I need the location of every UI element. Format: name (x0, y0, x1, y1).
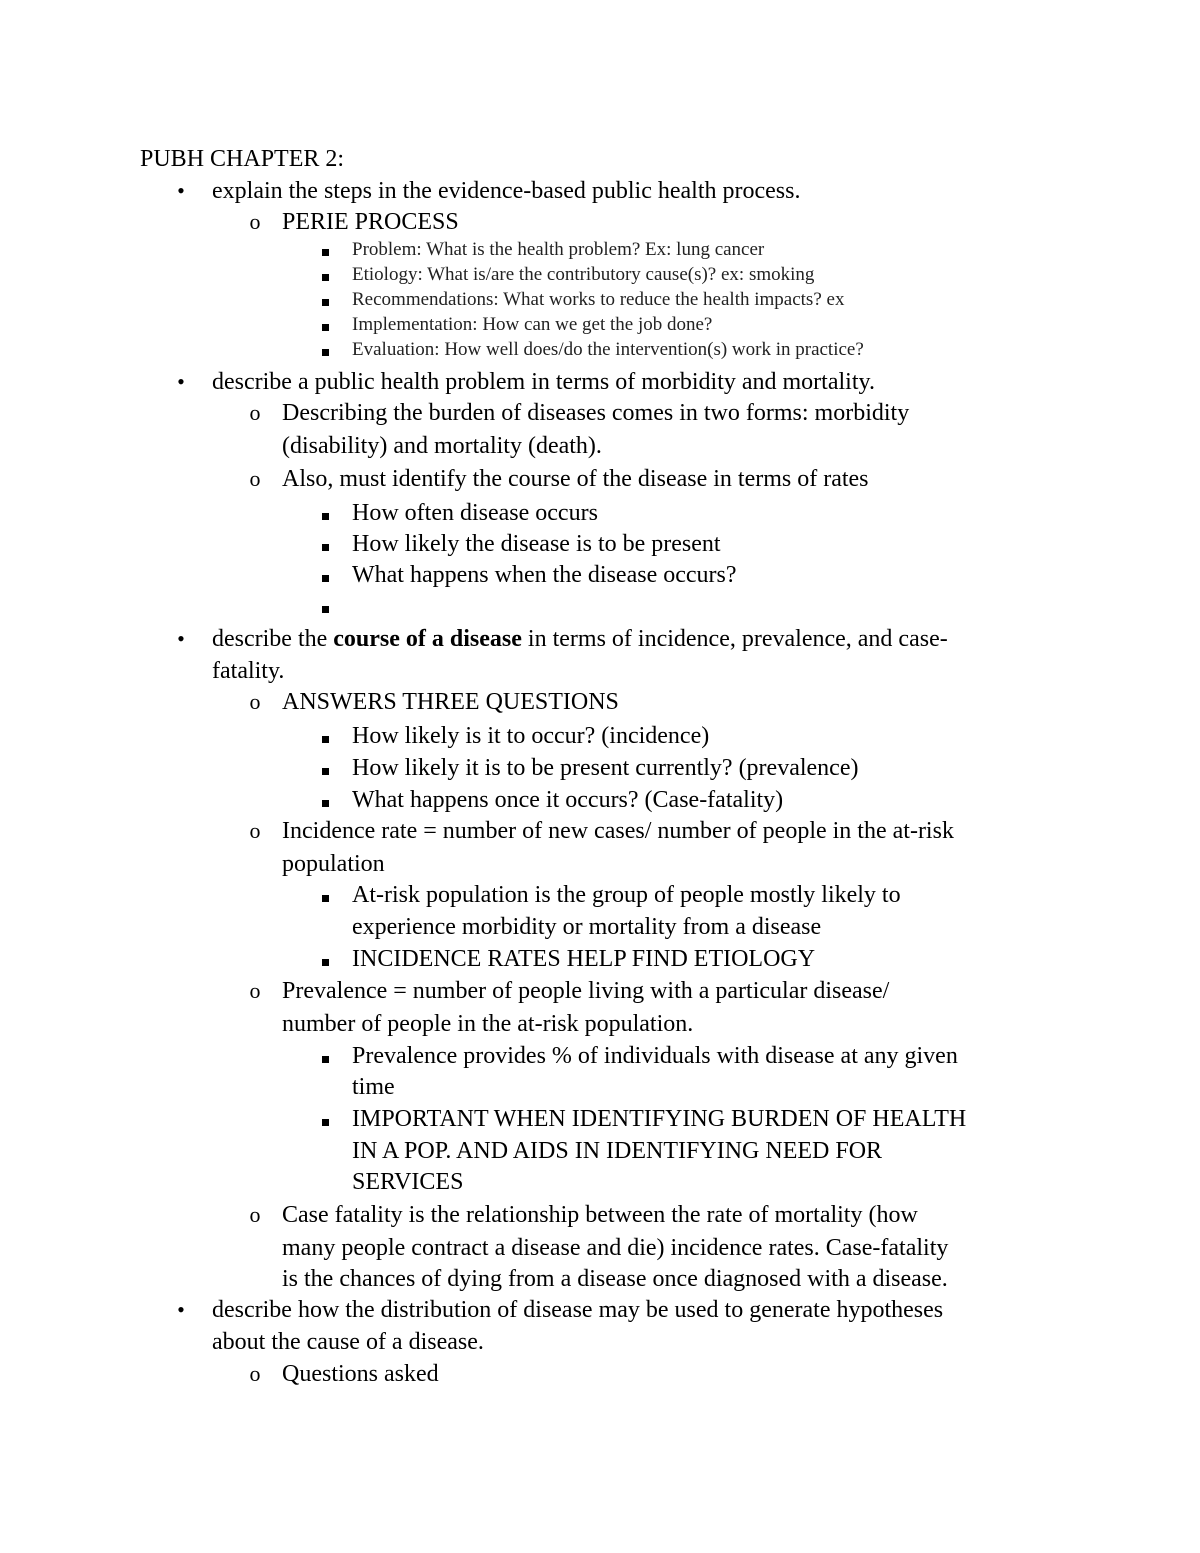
square-marker (313, 262, 337, 287)
question-case-fatality: What happens once it occurs? (Case-fatality) (352, 787, 784, 813)
burden-line-1: Describing the burden of diseases comes in two forms: morbidity (282, 400, 910, 426)
question-incidence: How likely is it to occur? (incidence) (352, 723, 710, 749)
circle-marker: o (249, 466, 261, 491)
perie-item-problem: Problem: What is the health problem? Ex: lung cancer (352, 239, 765, 260)
perie-item-recommendations: Recommendations: What works to reduce the health impacts? ex (352, 289, 845, 310)
circle-marker: o (249, 400, 261, 425)
perie-item-etiology: Etiology: What is/are the contributory cause(s)? ex: smoking (352, 264, 815, 285)
circle-marker: o (249, 818, 261, 843)
course-post-text: in terms of incidence, prevalence, and case- (521, 626, 948, 652)
square-marker (313, 497, 337, 529)
case-fatality-line-3: is the chances of dying from a disease once diagnosed with a disease. (282, 1266, 948, 1292)
square-marker (313, 1103, 337, 1135)
course-rates-text: Also, must identify the course of the disease in terms of rates (282, 466, 869, 492)
square-marker (313, 943, 337, 975)
square-marker (313, 528, 337, 560)
square-marker (313, 287, 337, 312)
square-marker (313, 1040, 337, 1072)
objective-evidence-based-process: explain the steps in the evidence-based public health process. (212, 178, 801, 204)
square-marker (313, 720, 337, 752)
circle-marker: o (249, 978, 261, 1003)
incidence-rate-line-2: population (282, 851, 385, 877)
rate-item-how-often: How often disease occurs (352, 500, 598, 526)
prevalence-important-line-1: IMPORTANT WHEN IDENTIFYING BURDEN OF HEALTH (352, 1106, 967, 1132)
square-marker (313, 879, 337, 911)
empty-square-marker (313, 590, 337, 622)
course-bold-text: course of a disease (333, 626, 522, 652)
at-risk-line-2: experience morbidity or mortality from a disease (352, 914, 822, 940)
square-marker (313, 237, 337, 262)
prevalence-important-line-3: SERVICES (352, 1169, 464, 1195)
case-fatality-line-2: many people contract a disease and die) incidence rates. Case-fatality (282, 1235, 949, 1261)
circle-marker: o (249, 689, 261, 714)
objective-course-of-disease (212, 623, 948, 655)
answers-three-questions: ANSWERS THREE QUESTIONS (282, 689, 619, 715)
bullet-marker: • (177, 178, 185, 203)
incidence-etiology-note: INCIDENCE RATES HELP FIND ETIOLOGY (352, 946, 816, 972)
incidence-rate-line-1: Incidence rate = number of new cases/ number of people in the at-risk (282, 818, 954, 844)
square-marker (313, 752, 337, 784)
prevalence-line-1: Prevalence = number of people living with a particular disease/ (282, 978, 890, 1004)
question-prevalence: How likely it is to be present currently? (prevalence) (352, 755, 859, 781)
objective-morbidity-mortality: describe a public health problem in terms of morbidity and mortality. (212, 369, 875, 395)
perie-process-heading: PERIE PROCESS (282, 209, 459, 235)
circle-marker: o (249, 1202, 261, 1227)
bullet-marker: • (177, 369, 185, 394)
burden-line-2: (disability) and mortality (death). (282, 433, 602, 459)
prevalence-important-line-2: IN A POP. AND AIDS IN IDENTIFYING NEED FOR (352, 1138, 883, 1164)
rate-item-what-happens: What happens when the disease occurs? (352, 562, 737, 588)
prevalence-percent-line-1: Prevalence provides % of individuals with disease at any given (352, 1043, 958, 1069)
page-title: PUBH CHAPTER 2: (140, 146, 345, 172)
perie-item-implementation: Implementation: How can we get the job done? (352, 314, 713, 335)
prevalence-line-2: number of people in the at-risk population. (282, 1011, 694, 1037)
rate-item-how-likely: How likely the disease is to be present (352, 531, 721, 557)
course-pre-text: describe the (212, 626, 334, 652)
at-risk-line-1: At-risk population is the group of people mostly likely to (352, 882, 901, 908)
questions-asked: Questions asked (282, 1361, 439, 1387)
bullet-marker: • (177, 1297, 185, 1322)
circle-marker: o (249, 209, 261, 234)
square-marker (313, 337, 337, 362)
square-marker (313, 559, 337, 591)
perie-item-evaluation: Evaluation: How well does/do the intervention(s) work in practice? (352, 339, 864, 360)
square-marker (313, 312, 337, 337)
prevalence-percent-line-2: time (352, 1074, 395, 1100)
circle-marker: o (249, 1361, 261, 1386)
square-marker (313, 784, 337, 816)
bullet-marker: • (177, 626, 185, 651)
objective-distribution-line-2: about the cause of a disease. (212, 1329, 484, 1355)
objective-distribution-line-1: describe how the distribution of disease may be used to generate hypotheses (212, 1297, 944, 1323)
objective-course-line-2: fatality. (212, 658, 285, 684)
case-fatality-line-1: Case fatality is the relationship between the rate of mortality (how (282, 1202, 918, 1228)
